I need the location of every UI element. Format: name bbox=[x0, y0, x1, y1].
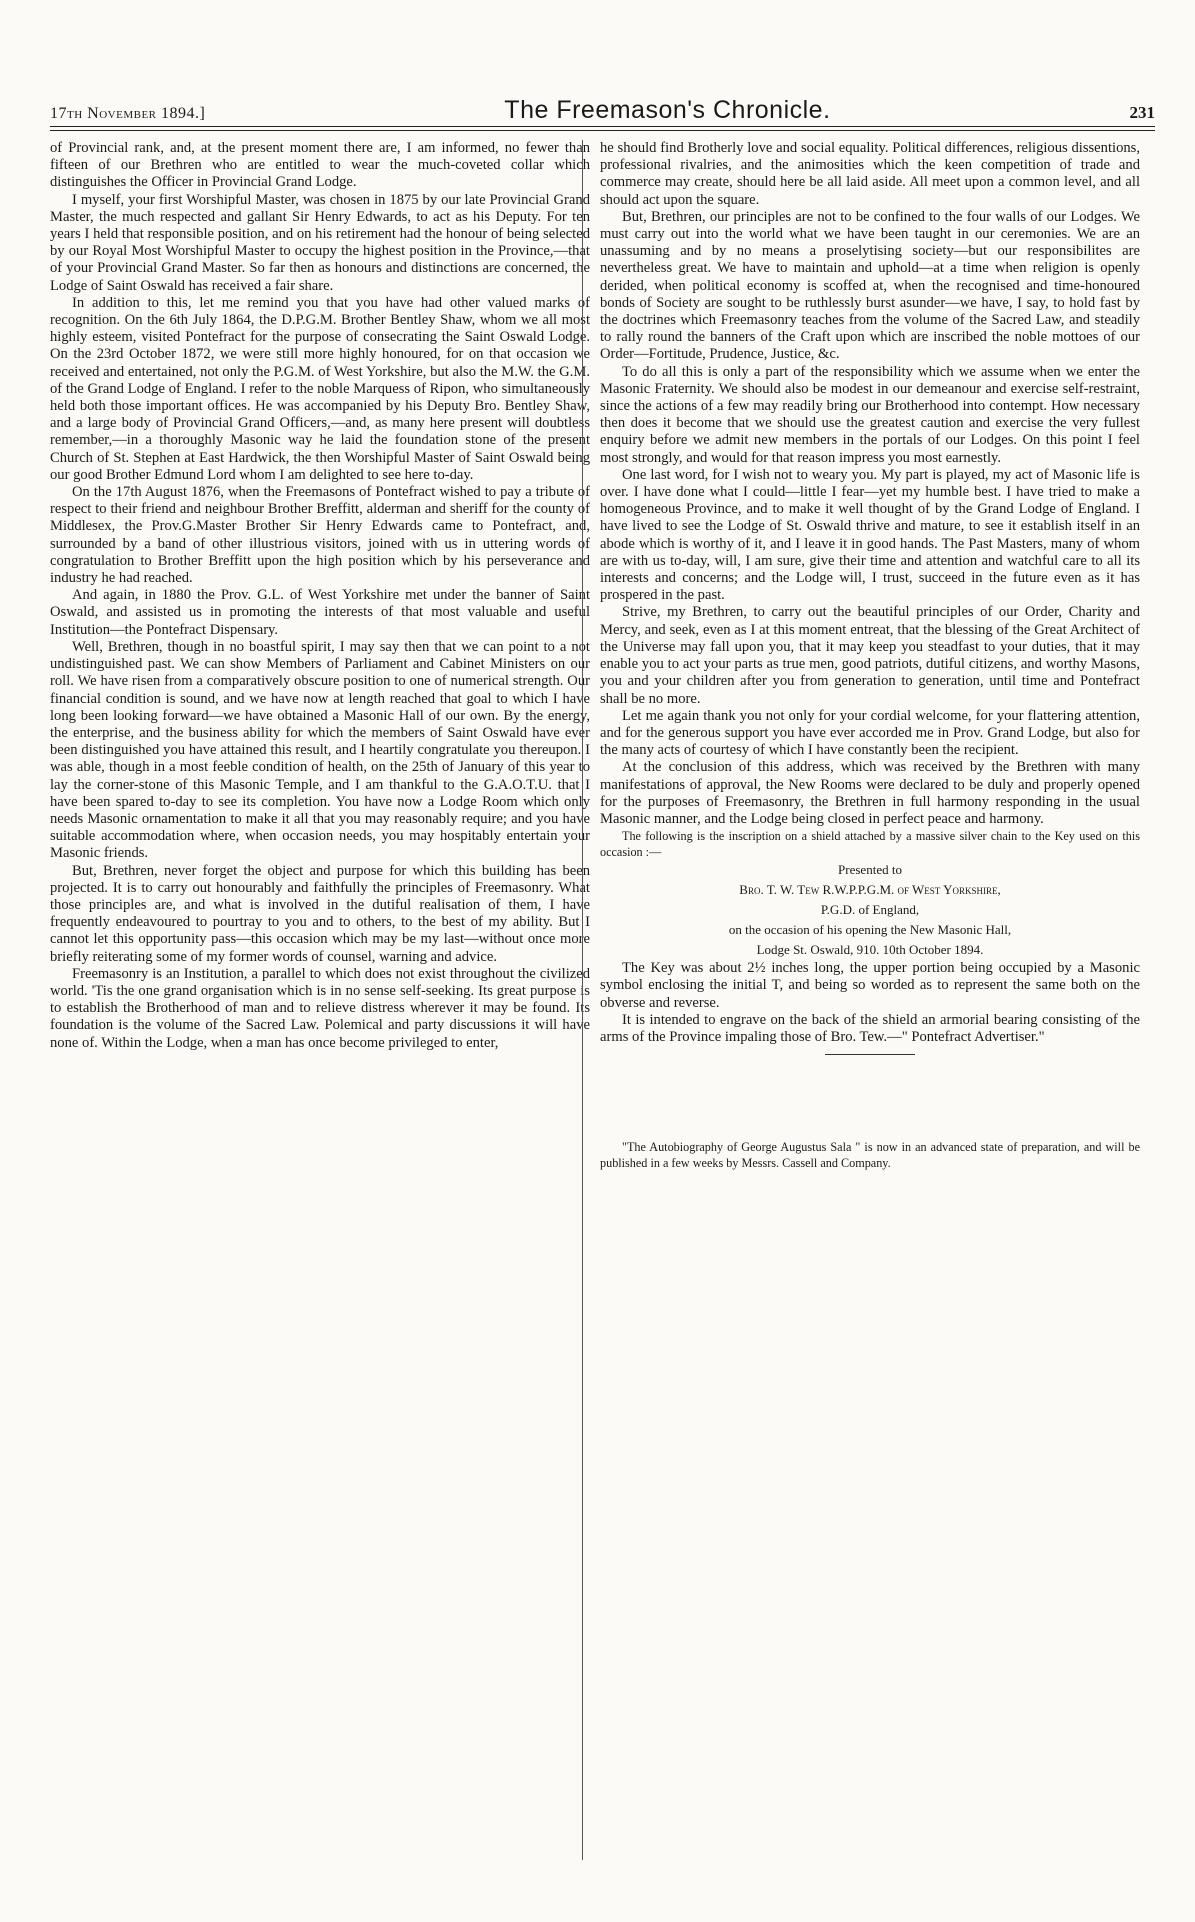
paragraph: I myself, your first Worshipful Master, was chosen in 1875 by our late Provincial Grand Master, the much respected and gallant Sir Henry Edwards, to act as his Deputy. For ten years I held that responsible position, and on his retirement had the honour of being selected by our Royal Most Worshipful Master to occupy the highest position in the Province,—that of your Provincial Grand Master. So far then as honours and distinctions are concerned, the Lodge of Saint Oswald has received a fair share. bbox=[50, 191, 590, 294]
paragraph: But, Brethren, our principles are not to be confined to the four walls of our Lodges. We must carry out into the world what we have been taught in our ceremonies. We are an unassuming and by no means a proselytising society—but our responsibilites are nevertheless great. We have to maintain and uphold—at a time when religion is openly derided, when political economy is scoffed at, when the recognised and time-honoured bonds of Society are sought to be ruthlessly burst asunder—we have, I say, to hold fast by the doctrines which Freemasonry teaches from the volume of the Sacred Law, and steadily to rally round the banners of the Craft upon which are inscribed the noble mottoes of our Order—Fortitude, Prudence, Justice, &c. bbox=[600, 208, 1140, 363]
paragraph: Let me again thank you not only for your cordial welcome, for your flattering attention, and for the generous support you have ever accorded me in Prov. Grand Lodge, but also for the many acts of courtesy of which I have constantly been the recipient. bbox=[600, 707, 1140, 759]
footnote: "The Autobiography of George Augustus Sala " is now in an advanced state of preparation, and will be published in a few weeks by Messrs. Cassell and Company. bbox=[600, 1140, 1140, 1171]
paragraph: he should find Brotherly love and social equality. Political differences, religious dissentions, professional rivalries, and the animosities which the keen competition of trade and commerce may create, should here be all laid aside. All meet upon a common level, and all should act upon the square. bbox=[600, 140, 1140, 208]
shield-line: Bro. T. W. Tew R.W.P.P.G.M. of West Yorkshire, bbox=[739, 882, 1001, 898]
shield-line: P.G.D. of England, bbox=[820, 902, 920, 918]
section-rule bbox=[825, 1054, 915, 1055]
shield-intro: The following is the inscription on a shield attached by a massive silver chain to the Key used on this occasion :— bbox=[600, 829, 1140, 860]
paragraph: In addition to this, let me remind you that you have had other valued marks of recognition. On the 6th July 1864, the D.P.G.M. Brother Bentley Shaw, whom we all most highly esteem, visited Pontefract for the purpose of consecrating the Saint Oswald Lodge. On the 23rd October 1872, we were still more highly honoured, for on that occasion we received and entertained, not only the P.G.M. of West Yorkshire, but also the M.W. the G.M. of the Grand Lodge of England. I refer to the noble Marquess of Ripon, who simultaneously held both those important offices. He was accompanied by his Deputy Bro. Bentley Shaw, and a large body of Provincial Grand Officers,—and, as many here present will doubtless remember,—in a thoroughly Masonic way he laid the foundation stone of the present Church of St. Stephen at East Hardwick, the then Worshipful Master of Saint Oswald being our good Brother Edmund Lord whom I am delighted to see here to-day. bbox=[50, 294, 590, 483]
page-number: 231 bbox=[1129, 103, 1155, 122]
paragraph: It is intended to engrave on the back of the shield an armorial bearing consisting of the arms of the Province impaling those of Bro. Tew.—" Pontefract Advertiser." bbox=[600, 1011, 1140, 1045]
paragraph: The Key was about 2½ inches long, the upper portion being occupied by a Masonic symbol enclosing the initial T, and being so worded as to represent the same both on the obverse and reverse. bbox=[600, 960, 1140, 1011]
paragraph: of Provincial rank, and, at the present moment there are, I am informed, no fewer than fifteen of our Brethren who are entitled to wear the much-coveted collar which distinguishes the Officer in Provincial Grand Lodge. bbox=[50, 140, 590, 191]
footnote-section bbox=[600, 1139, 1140, 1171]
column-divider bbox=[582, 140, 583, 1860]
paragraph: But, Brethren, never forget the object and purpose for which this building has been projected. It is to carry out honourably and faithfully the principles of Freemasonry. What those principles are, and what is involved in the dutiful realisation of them, I have frequently endeavoured to pourtray to you and to others, to the best of my ability. But I cannot let this opportunity pass—this occasion which may be my last—without once more briefly reiterating some of my former words of counsel, warning and advice. bbox=[50, 862, 590, 965]
paragraph: To do all this is only a part of the responsibility which we assume when we enter the Masonic Fraternity. We should also be modest in our demeanour and exercise self-restraint, since the actions of a few may readily bring our Brotherhood into contempt. How necessary then does it become that we should use the greatest caution and exercise the very fullest enquiry before we admit new members in the portals of our Lodges. On this point I feel most strongly, and would for that reason impress you most earnestly. bbox=[600, 363, 1140, 466]
header-rule bbox=[50, 130, 1155, 131]
left-column bbox=[50, 140, 590, 1052]
page-header bbox=[50, 96, 1155, 127]
paragraph: One last word, for I wish not to weary you. My part is played, my act of Masonic life is over. I have done what I could—little I fear—yet my humble best. I have tried to make a homogeneous Province, and to make it well thought of by the Grand Lodge of England. I have lived to see the Lodge of St. Oswald thrive and mature, to see it establish itself in an abode which is worthy of it, and I leave it in good hands. The Past Masters, many of whom are with us to-day, will, I am sure, give their time and attention and watchful care to all its interests and concerns; and the Lodge will, I trust, succeed in the future even as it has prospered in the past. bbox=[600, 466, 1140, 604]
shield-section bbox=[600, 828, 1140, 960]
paragraph: Freemasonry is an Institution, a parallel to which does not exist throughout the civilized world. 'Tis the one grand organisation which is in no sense self-seeking. Its great purpose is to establish the Brotherhood of man and to relieve distress wherever it may be found. Its foundation is the volume of the Sacred Law. Polemical and party discussions it will have none of. Within the Lodge, when a man has once become privileged to enter, bbox=[50, 965, 590, 1051]
paragraph: And again, in 1880 the Prov. G.L. of West Yorkshire met under the banner of Saint Oswald, and assisted us in promoting the interests of that most valuable and useful Institution—the Pontefract Dispensary. bbox=[50, 587, 590, 638]
issue-date: 17th November 1894.] bbox=[50, 105, 206, 122]
shield-line: on the occasion of his opening the New Masonic Hall, bbox=[728, 922, 1012, 938]
paragraph: On the 17th August 1876, when the Freemasons of Pontefract wished to pay a tribute of respect to their friend and neighbour Brother Breffitt, alderman and sheriff for the county of Middlesex, the Prov.G.Master Brother Sir Henry Edwards came to Pontefract, and, surrounded by a band of other illustrious visitors, joined with us in uttering words of congratulation to Brother Breffitt upon the high position which by his perseverance and industry he had reached. bbox=[50, 484, 590, 587]
paragraph: At the conclusion of this address, which was received by the Brethren with many manifestations of approval, the New Rooms were declared to be duly and properly opened for the purposes of Freemasonry, the Brethren in full harmony responding in the usual Masonic manner, and the Lodge being closed in perfect peace and harmony. bbox=[600, 759, 1140, 827]
publication-title: The Freemason's Chronicle. bbox=[504, 96, 831, 124]
paragraph: Strive, my Brethren, to carry out the beautiful principles of our Order, Charity and Mercy, and seek, even as I at this moment entreat, that the blessing of the Great Architect of the Universe may fall upon you, that it may keep you steadfast to your duties, that it may enable you to act your parts as true men, good patriots, dutiful citizens, and worthy Masons, you and your children after you from generation to generation, until time and Pontefract shall be no more. bbox=[600, 604, 1140, 707]
shield-line: Lodge St. Oswald, 910. 10th October 1894. bbox=[756, 942, 984, 958]
shield-line: Presented to bbox=[838, 862, 902, 878]
right-column bbox=[600, 140, 1140, 1171]
paragraph: Well, Brethren, though in no boastful spirit, I may say then that we can point to a not undistinguished past. We can show Members of Parliament and Cabinet Ministers on our roll. We have risen from a comparatively obscure position to one of numerical strength. Our financial condition is sound, and we have now at length reached that goal to which I have long been looking forward—we have obtained a Masonic Hall of our own. By the energy, the enterprise, and the business ability for which the members of Saint Oswald have ever been distinguished you have attained this result, and I heartily congratulate you thereupon. I was able, though in a most feeble condition of health, on the 25th of January of this year to lay the corner-stone of this Masonic Temple, and I am thankful to the G.A.O.T.U. that I have been spared to-day to see its completion. You have now a Lodge Room which only needs Masonic ornamentation to make it all that you may reasonably require; and you have suitable accommodation where, when occasion needs, you may hospitably entertain your Masonic friends. bbox=[50, 638, 590, 862]
